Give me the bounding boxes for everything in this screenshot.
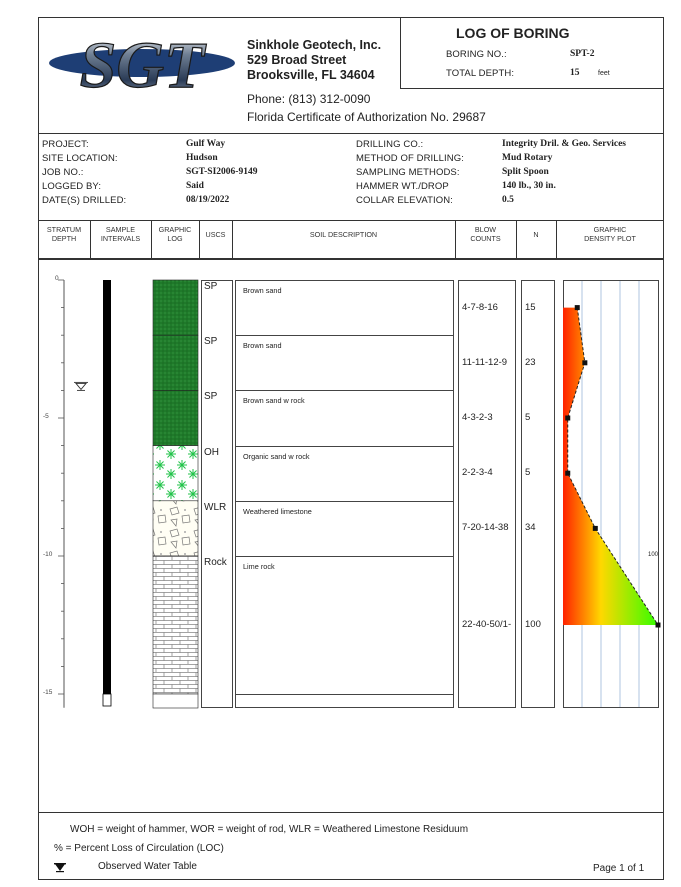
project-info-value: Split Spoon bbox=[502, 167, 549, 177]
uscs-code: SP bbox=[204, 281, 218, 292]
blow-count: 22-40-50/1- bbox=[462, 619, 512, 630]
density-point bbox=[593, 526, 598, 531]
soil-description: Organic sand w rock bbox=[243, 451, 310, 461]
n-value: 34 bbox=[525, 522, 536, 534]
graphic-log-organic bbox=[153, 446, 198, 501]
graphic-log-sand bbox=[153, 390, 198, 445]
graphic-log-limerock bbox=[153, 556, 198, 694]
project-info-value: 08/19/2022 bbox=[186, 195, 230, 205]
density-point bbox=[656, 623, 661, 628]
density-point bbox=[575, 305, 580, 310]
graphic-log-end bbox=[153, 694, 198, 708]
water-table-legend-icon bbox=[54, 860, 66, 878]
company-street: 529 Broad Street bbox=[247, 53, 347, 67]
project-info-label: SAMPLING METHODS: bbox=[356, 167, 460, 178]
project-info-value: 0.5 bbox=[502, 195, 514, 205]
project-info-value: Gulf Way bbox=[186, 139, 226, 149]
density-point bbox=[565, 416, 570, 421]
blow-count: 4-3-2-3 bbox=[462, 412, 493, 423]
column-header-graphic-log: GRAPHIC LOG bbox=[158, 225, 192, 243]
uscs-code: OH bbox=[204, 446, 219, 458]
company-name: Sinkhole Geotech, Inc. bbox=[247, 38, 382, 52]
project-info-label: DATE(S) DRILLED: bbox=[42, 195, 127, 206]
n-value: 23 bbox=[525, 356, 536, 368]
project-info-label: COLLAR ELEVATION: bbox=[356, 195, 453, 206]
project-info-label: SITE LOCATION: bbox=[42, 153, 118, 164]
blow-count: 11-11-12-9 bbox=[462, 356, 508, 368]
project-info-value: Hudson bbox=[186, 153, 218, 163]
project-info-label: JOB NO.: bbox=[42, 167, 84, 178]
blow-count: 7-20-14-38 bbox=[462, 522, 509, 534]
project-info-value: Said bbox=[186, 181, 204, 191]
density-point bbox=[565, 471, 570, 476]
log-title: LOG OF BORING bbox=[456, 25, 570, 41]
n-value: 5 bbox=[525, 412, 531, 423]
graphic-log-sand bbox=[153, 335, 198, 390]
n-value: 100 bbox=[525, 619, 541, 630]
blow-count: 4-7-8-16 bbox=[462, 301, 498, 313]
project-info-value: SGT-SI2006-9149 bbox=[186, 167, 258, 177]
boring-no-label: BORING NO.: bbox=[446, 49, 507, 60]
uscs-code: SP bbox=[204, 391, 218, 403]
soil-description: Brown sand bbox=[243, 286, 282, 295]
water-table-icon bbox=[74, 382, 88, 390]
column-header-uscs: USCS bbox=[205, 230, 226, 239]
svg-text:SGT: SGT bbox=[79, 29, 205, 95]
soil-description: Brown sand bbox=[243, 341, 282, 351]
sample-interval-end bbox=[103, 694, 111, 706]
graphic-log-weathered bbox=[153, 501, 198, 556]
project-info-label: PROJECT: bbox=[42, 139, 89, 150]
column-header-soil-description: SOIL DESCRIPTION bbox=[309, 230, 378, 239]
soil-description: Brown sand w rock bbox=[243, 396, 305, 406]
depth-label: -10 bbox=[43, 551, 53, 558]
uscs-code: WLR bbox=[204, 501, 227, 513]
uscs-code: Rock bbox=[204, 557, 227, 568]
soil-description: Weathered limestone bbox=[243, 506, 312, 516]
blow-count: 2-2-3-4 bbox=[462, 467, 493, 479]
n-value: 5 bbox=[525, 467, 531, 479]
uscs-code: SP bbox=[204, 336, 218, 348]
boring-no-value: SPT-2 bbox=[570, 49, 595, 59]
project-info-label: LOGGED BY: bbox=[42, 181, 102, 192]
column-header-n: N bbox=[533, 230, 539, 239]
footer-water-table: Observed Water Table bbox=[98, 861, 197, 872]
density-max-label: 100 bbox=[648, 552, 659, 558]
project-info-value: 140 lb., 30 in. bbox=[502, 181, 556, 191]
density-fill bbox=[563, 308, 658, 625]
total-depth-value: 15 bbox=[570, 68, 580, 78]
footer-loc: % = Percent Loss of Circulation (LOC) bbox=[54, 843, 224, 854]
n-value: 15 bbox=[525, 301, 536, 313]
total-depth-label: TOTAL DEPTH: bbox=[446, 68, 515, 79]
column-header-blow-counts: BLOW COUNTS bbox=[470, 225, 501, 243]
project-info-value: Integrity Dril. & Geo. Services bbox=[502, 139, 626, 149]
column-header-sample-intervals: SAMPLE INTERVALS bbox=[100, 225, 141, 243]
depth-label: -15 bbox=[43, 689, 53, 696]
project-info-label: METHOD OF DRILLING: bbox=[356, 153, 464, 164]
project-info-label: HAMMER WT./DROP bbox=[356, 181, 449, 192]
footer-abbreviations: WOH = weight of hammer, WOR = weight of rod, WLR = Weathered Limestone Residuum bbox=[70, 824, 469, 835]
depth-label: -5 bbox=[43, 413, 49, 420]
soil-description: Lime rock bbox=[243, 562, 275, 571]
graphic-log-sand bbox=[153, 280, 198, 335]
column-header-stratum-depth: STRATUM DEPTH bbox=[46, 225, 82, 243]
project-info-label: DRILLING CO.: bbox=[356, 139, 424, 150]
sample-interval-bar bbox=[103, 280, 111, 694]
company-certificate: Florida Certificate of Authorization No. 29687 bbox=[247, 110, 486, 124]
density-point bbox=[582, 360, 587, 365]
company-phone: Phone: (813) 312-0090 bbox=[247, 92, 371, 106]
column-header-graphic-density-plot: GRAPHIC DENSITY PLOT bbox=[584, 225, 636, 243]
page-number: Page 1 of 1 bbox=[593, 863, 645, 874]
total-depth-unit: feet bbox=[598, 70, 610, 77]
company-city: Brooksville, FL 34604 bbox=[247, 68, 375, 82]
project-info-value: Mud Rotary bbox=[502, 153, 553, 163]
depth-label: 0 bbox=[55, 275, 59, 282]
